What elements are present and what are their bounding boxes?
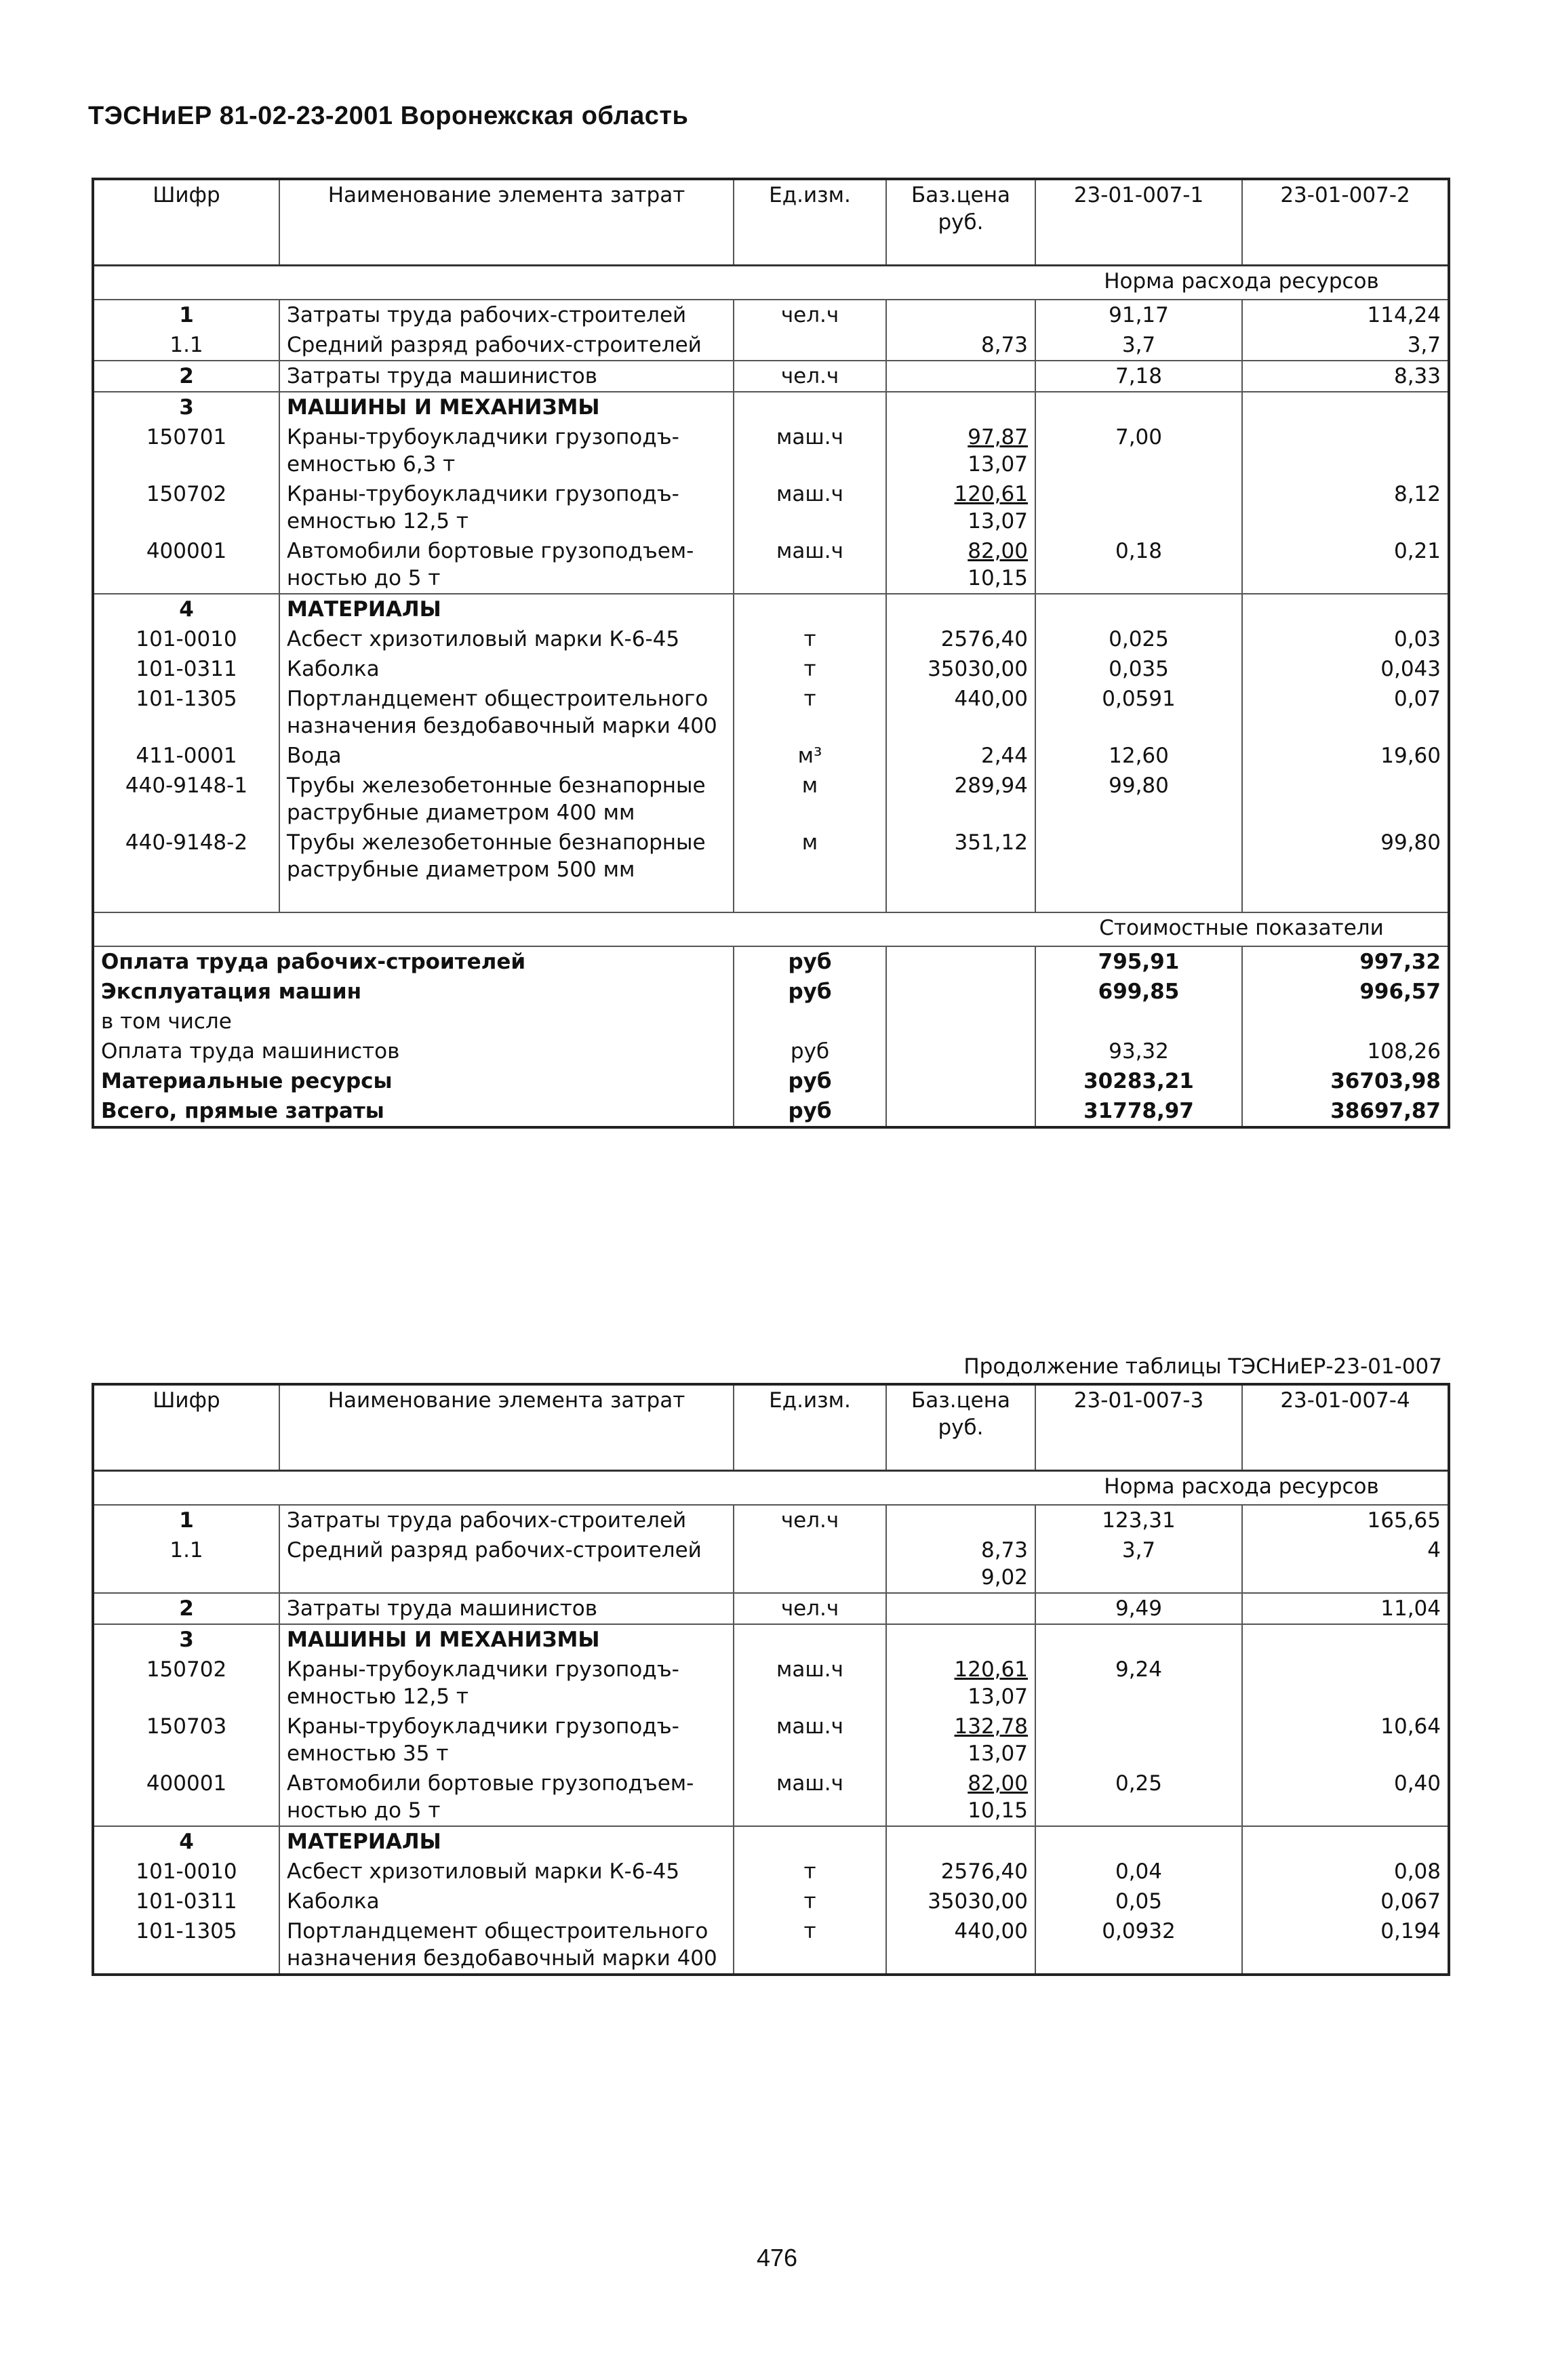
cell-col-b [1242, 392, 1449, 422]
table-row [93, 392, 1449, 422]
cell-code: 1 [179, 303, 194, 327]
cell-unit: маш.ч [734, 1712, 886, 1769]
cell-col-b: 0,07 [1242, 684, 1449, 741]
cell-col-b: 4 [1242, 1535, 1449, 1593]
cost-col-b: 36703,98 [1242, 1066, 1449, 1096]
cell-unit: чел.ч [734, 1505, 886, 1535]
cell-code: 440-9148-1 [125, 773, 248, 798]
cell-price: 82,00 10,15 [886, 1769, 1035, 1826]
page-title: ТЭСНиЕР 81-02-23-2001 Воронежская область [88, 102, 689, 130]
table-row [93, 1769, 1449, 1826]
cell-price: 35030,00 [886, 1887, 1035, 1916]
cell-code: 1 [179, 1508, 194, 1533]
cost-empty [886, 1096, 1035, 1127]
cell-name: МАТЕРИАЛЫ [279, 1826, 734, 1857]
table-row [93, 741, 1449, 771]
cell-unit [734, 1826, 886, 1857]
cell-col-a: 3,7 [1035, 330, 1242, 361]
header-col-a: 23-01-007-1 [1035, 179, 1242, 266]
cell-col-a [1035, 1624, 1242, 1655]
cell-col-b: 0,40 [1242, 1769, 1449, 1826]
cell-unit: чел.ч [734, 300, 886, 330]
cost-row [93, 946, 1449, 977]
table-row [93, 1505, 1449, 1535]
cell-code: 440-9148-2 [125, 830, 248, 855]
cell-price [886, 1826, 1035, 1857]
cell-col-b [1242, 594, 1449, 624]
cell-name: Асбест хризотиловый марки К-6-45 [279, 1857, 734, 1887]
cell-unit: т [734, 1916, 886, 1975]
table-row [93, 771, 1449, 828]
cost-empty [886, 1036, 1035, 1066]
table-row [93, 1857, 1449, 1887]
cell-code: 4 [93, 594, 279, 624]
cell-code: 150702 [146, 1657, 227, 1682]
table-row [93, 828, 1449, 885]
cell-col-b: 0,194 [1242, 1916, 1449, 1975]
cost-col-b: 108,26 [1242, 1036, 1449, 1066]
cell-col-b: 0,08 [1242, 1857, 1449, 1887]
cell-col-a: 3,7 [1035, 1535, 1242, 1593]
table-row [93, 1624, 1449, 1655]
cell-code: 411-0001 [136, 744, 237, 768]
table-row [93, 479, 1449, 536]
cell-col-b: 10,64 [1242, 1712, 1449, 1769]
cell-name: Средний разряд рабочих-строителей [279, 1535, 734, 1593]
cell-col-a: 7,18 [1035, 361, 1242, 392]
cost-name: Эксплуатация машин [101, 980, 362, 1004]
cost-empty [886, 1066, 1035, 1096]
cell-name: Каболка [279, 1887, 734, 1916]
cell-col-b: 19,60 [1242, 741, 1449, 771]
cell-unit: маш.ч [734, 479, 886, 536]
cell-unit: маш.ч [734, 422, 886, 479]
header-name: Наименование элемента затрат [279, 1384, 734, 1471]
cell-name: Каболка [279, 654, 734, 684]
cell-price: 440,00 [886, 684, 1035, 741]
cell-col-b: 0,21 [1242, 536, 1449, 594]
header-unit: Ед.изм. [734, 1384, 886, 1471]
cost-empty [886, 946, 1035, 977]
table-row [93, 1655, 1449, 1712]
cell-unit [734, 594, 886, 624]
cell-code: 3 [93, 392, 279, 422]
cost-unit: руб [734, 946, 886, 977]
cell-code: 101-1305 [136, 1919, 237, 1943]
cell-col-a: 9,24 [1035, 1655, 1242, 1712]
cell-price [886, 1593, 1035, 1624]
cell-price: 2576,40 [886, 1857, 1035, 1887]
cost-col-b: 996,57 [1242, 977, 1449, 1007]
cell-col-b: 0,043 [1242, 654, 1449, 684]
cell-unit [734, 1535, 886, 1593]
cell-name: Портландцемент общестроительного назначения бездобавочный марки 400 [279, 1916, 734, 1975]
cell-col-a: 99,80 [1035, 771, 1242, 828]
cell-col-a: 0,05 [1035, 1887, 1242, 1916]
cell-code: 400001 [146, 539, 227, 563]
cost-row [93, 1036, 1449, 1066]
cell-col-b: 99,80 [1242, 828, 1449, 885]
cell-col-a [1035, 1712, 1242, 1769]
cell-col-a: 0,25 [1035, 1769, 1242, 1826]
cell-price [886, 594, 1035, 624]
cost-row [93, 1066, 1449, 1096]
cell-code: 1.1 [170, 1538, 203, 1562]
cell-col-b [1242, 422, 1449, 479]
cell-col-a [1035, 1826, 1242, 1857]
header-code: Шифр [93, 1384, 279, 1471]
cell-col-b: 0,067 [1242, 1887, 1449, 1916]
header-price: Баз.цена руб. [886, 1384, 1035, 1471]
cell-code: 101-0010 [136, 627, 237, 651]
cell-unit [734, 1624, 886, 1655]
cell-price [886, 392, 1035, 422]
norm-label: Норма расхода ресурсов [1035, 1471, 1449, 1506]
cell-unit: т [734, 654, 886, 684]
cell-price: 2576,40 [886, 624, 1035, 654]
cost-col-a [1035, 1007, 1242, 1036]
table-row [93, 1535, 1449, 1593]
cell-name: МАШИНЫ И МЕХАНИЗМЫ [279, 392, 734, 422]
cell-col-b: 11,04 [1242, 1593, 1449, 1624]
table-row [93, 654, 1449, 684]
cell-unit [734, 392, 886, 422]
cell-code: 1.1 [170, 333, 203, 357]
cost-col-a: 30283,21 [1035, 1066, 1242, 1096]
cell-unit: м [734, 828, 886, 885]
cell-col-b: 165,65 [1242, 1505, 1449, 1535]
cell-name: Затраты труда рабочих-строителей [279, 1505, 734, 1535]
table-row [93, 1712, 1449, 1769]
cell-col-b: 0,03 [1242, 624, 1449, 654]
cell-col-b [1242, 1655, 1449, 1712]
cell-col-a: 0,18 [1035, 536, 1242, 594]
cell-unit: т [734, 1857, 886, 1887]
cell-name: Средний разряд рабочих-строителей [279, 330, 734, 361]
table-row [93, 594, 1449, 624]
header-name: Наименование элемента затрат [279, 179, 734, 266]
cost-col-b: 997,32 [1242, 946, 1449, 977]
cell-col-a [1035, 479, 1242, 536]
cost-unit: руб [734, 977, 886, 1007]
cost-name: в том числе [101, 1009, 232, 1034]
cell-col-b [1242, 1624, 1449, 1655]
norms-table-1 [92, 178, 1450, 1129]
cell-col-b: 8,12 [1242, 479, 1449, 536]
cell-price: 97,87 13,07 [886, 422, 1035, 479]
cell-unit: т [734, 1887, 886, 1916]
cell-name: Краны-трубоукладчики грузоподъ-емностью 12,5 т [279, 479, 734, 536]
cell-code: 101-0010 [136, 1859, 237, 1884]
cell-price: 120,61 13,07 [886, 479, 1035, 536]
cell-name: Автомобили бортовые грузоподъем-ностью до 5 т [279, 536, 734, 594]
cell-name: Трубы железобетонные безнапорные раструбные диаметром 400 мм [279, 771, 734, 828]
cell-unit [734, 330, 886, 361]
cell-price [886, 300, 1035, 330]
header-col-a: 23-01-007-3 [1035, 1384, 1242, 1471]
cell-col-a [1035, 828, 1242, 885]
cell-code: 150701 [146, 425, 227, 449]
cell-price: 120,61 13,07 [886, 1655, 1035, 1712]
cost-col-b: 38697,87 [1242, 1096, 1449, 1127]
cell-name: МАТЕРИАЛЫ [279, 594, 734, 624]
cell-code: 3 [93, 1624, 279, 1655]
cost-col-a: 93,32 [1035, 1036, 1242, 1066]
cell-code: 2 [93, 1593, 279, 1624]
cell-code: 400001 [146, 1771, 227, 1796]
cost-unit [734, 1007, 886, 1036]
cost-row [93, 977, 1449, 1007]
cost-empty [886, 1007, 1035, 1036]
cell-col-a: 91,17 [1035, 300, 1242, 330]
cell-unit: маш.ч [734, 1769, 886, 1826]
cell-name: МАШИНЫ И МЕХАНИЗМЫ [279, 1624, 734, 1655]
cell-price: 35030,00 [886, 654, 1035, 684]
cost-name: Оплата труда машинистов [101, 1039, 400, 1064]
cost-col-b [1242, 1007, 1449, 1036]
cell-unit: чел.ч [734, 361, 886, 392]
header-code: Шифр [93, 179, 279, 266]
table-row [93, 1916, 1449, 1975]
table-row [93, 422, 1449, 479]
norms-table-2 [92, 1383, 1450, 1976]
cell-price: 82,00 10,15 [886, 536, 1035, 594]
table-row [93, 1826, 1449, 1857]
cost-unit: руб [734, 1066, 886, 1096]
cell-col-a: 0,035 [1035, 654, 1242, 684]
cell-price [886, 361, 1035, 392]
cost-name: Материальные ресурсы [101, 1069, 393, 1093]
cost-row [93, 1007, 1449, 1036]
cell-col-a [1035, 392, 1242, 422]
cell-name: Портландцемент общестроительного назначения бездобавочный марки 400 [279, 684, 734, 741]
table-row [93, 361, 1449, 392]
table-row [93, 684, 1449, 741]
cell-col-b [1242, 771, 1449, 828]
cost-col-a: 795,91 [1035, 946, 1242, 977]
cell-unit: м³ [734, 741, 886, 771]
cell-name: Затраты труда машинистов [279, 1593, 734, 1624]
cell-unit: чел.ч [734, 1593, 886, 1624]
cell-col-a: 0,04 [1035, 1857, 1242, 1887]
cell-col-a: 0,0932 [1035, 1916, 1242, 1975]
cell-name: Затраты труда рабочих-строителей [279, 300, 734, 330]
cell-code: 150702 [146, 482, 227, 506]
cost-col-a: 699,85 [1035, 977, 1242, 1007]
cell-name: Краны-трубоукладчики грузоподъ-емностью 12,5 т [279, 1655, 734, 1712]
cell-col-b: 8,33 [1242, 361, 1449, 392]
cell-unit: маш.ч [734, 536, 886, 594]
cell-unit: м [734, 771, 886, 828]
continuation-caption: Продолжение таблицы ТЭСНиЕР-23-01-007 [963, 1354, 1442, 1379]
header-price: Баз.цена руб. [886, 179, 1035, 266]
cell-col-a: 0,0591 [1035, 684, 1242, 741]
cost-unit: руб [734, 1096, 886, 1127]
cell-price: 2,44 [886, 741, 1035, 771]
cell-col-a: 123,31 [1035, 1505, 1242, 1535]
cell-unit: т [734, 684, 886, 741]
header-unit: Ед.изм. [734, 179, 886, 266]
cost-row [93, 1096, 1449, 1127]
cell-name: Трубы железобетонные безнапорные раструбные диаметром 500 мм [279, 828, 734, 885]
cell-code: 150703 [146, 1714, 227, 1739]
cell-name: Автомобили бортовые грузоподъем-ностью до 5 т [279, 1769, 734, 1826]
header-col-b: 23-01-007-2 [1242, 179, 1449, 266]
cell-code: 101-1305 [136, 687, 237, 711]
table-row [93, 330, 1449, 361]
cell-col-a [1035, 594, 1242, 624]
cell-code: 101-0311 [136, 657, 237, 681]
cell-col-b: 114,24 [1242, 300, 1449, 330]
cell-col-a: 0,025 [1035, 624, 1242, 654]
cost-name: Оплата труда рабочих-строителей [101, 950, 526, 974]
cost-empty [886, 977, 1035, 1007]
cell-unit: т [734, 624, 886, 654]
cell-col-b [1242, 1826, 1449, 1857]
header-col-b: 23-01-007-4 [1242, 1384, 1449, 1471]
cell-code: 2 [93, 361, 279, 392]
cell-col-a: 9,49 [1035, 1593, 1242, 1624]
cell-name: Затраты труда машинистов [279, 361, 734, 392]
cell-price: 8,73 9,02 [886, 1535, 1035, 1593]
norm-label: Норма расхода ресурсов [1035, 266, 1449, 300]
cell-name: Краны-трубоукладчики грузоподъ-емностью 6,3 т [279, 422, 734, 479]
cell-name: Асбест хризотиловый марки К-6-45 [279, 624, 734, 654]
cell-col-b: 3,7 [1242, 330, 1449, 361]
cell-price: 440,00 [886, 1916, 1035, 1975]
table-row [93, 1887, 1449, 1916]
cell-price [886, 1624, 1035, 1655]
cost-name: Всего, прямые затраты [101, 1099, 384, 1123]
cell-code: 4 [93, 1826, 279, 1857]
cell-name: Краны-трубоукладчики грузоподъ-емностью 35 т [279, 1712, 734, 1769]
cell-name: Вода [279, 741, 734, 771]
cell-col-a: 12,60 [1035, 741, 1242, 771]
cell-price: 351,12 [886, 828, 1035, 885]
cell-col-a: 7,00 [1035, 422, 1242, 479]
cost-unit: руб [734, 1036, 886, 1066]
cell-price: 132,78 13,07 [886, 1712, 1035, 1769]
cost-col-a: 31778,97 [1035, 1096, 1242, 1127]
cell-unit: маш.ч [734, 1655, 886, 1712]
cell-code: 101-0311 [136, 1889, 237, 1914]
cell-price: 289,94 [886, 771, 1035, 828]
cell-price: 8,73 [886, 330, 1035, 361]
table-row [93, 300, 1449, 330]
table-row [93, 1593, 1449, 1624]
cell-price [886, 1505, 1035, 1535]
table-row [93, 536, 1449, 594]
cost-label: Стоимостные показатели [1035, 912, 1449, 946]
page-number: 476 [756, 2244, 798, 2272]
table-row [93, 624, 1449, 654]
